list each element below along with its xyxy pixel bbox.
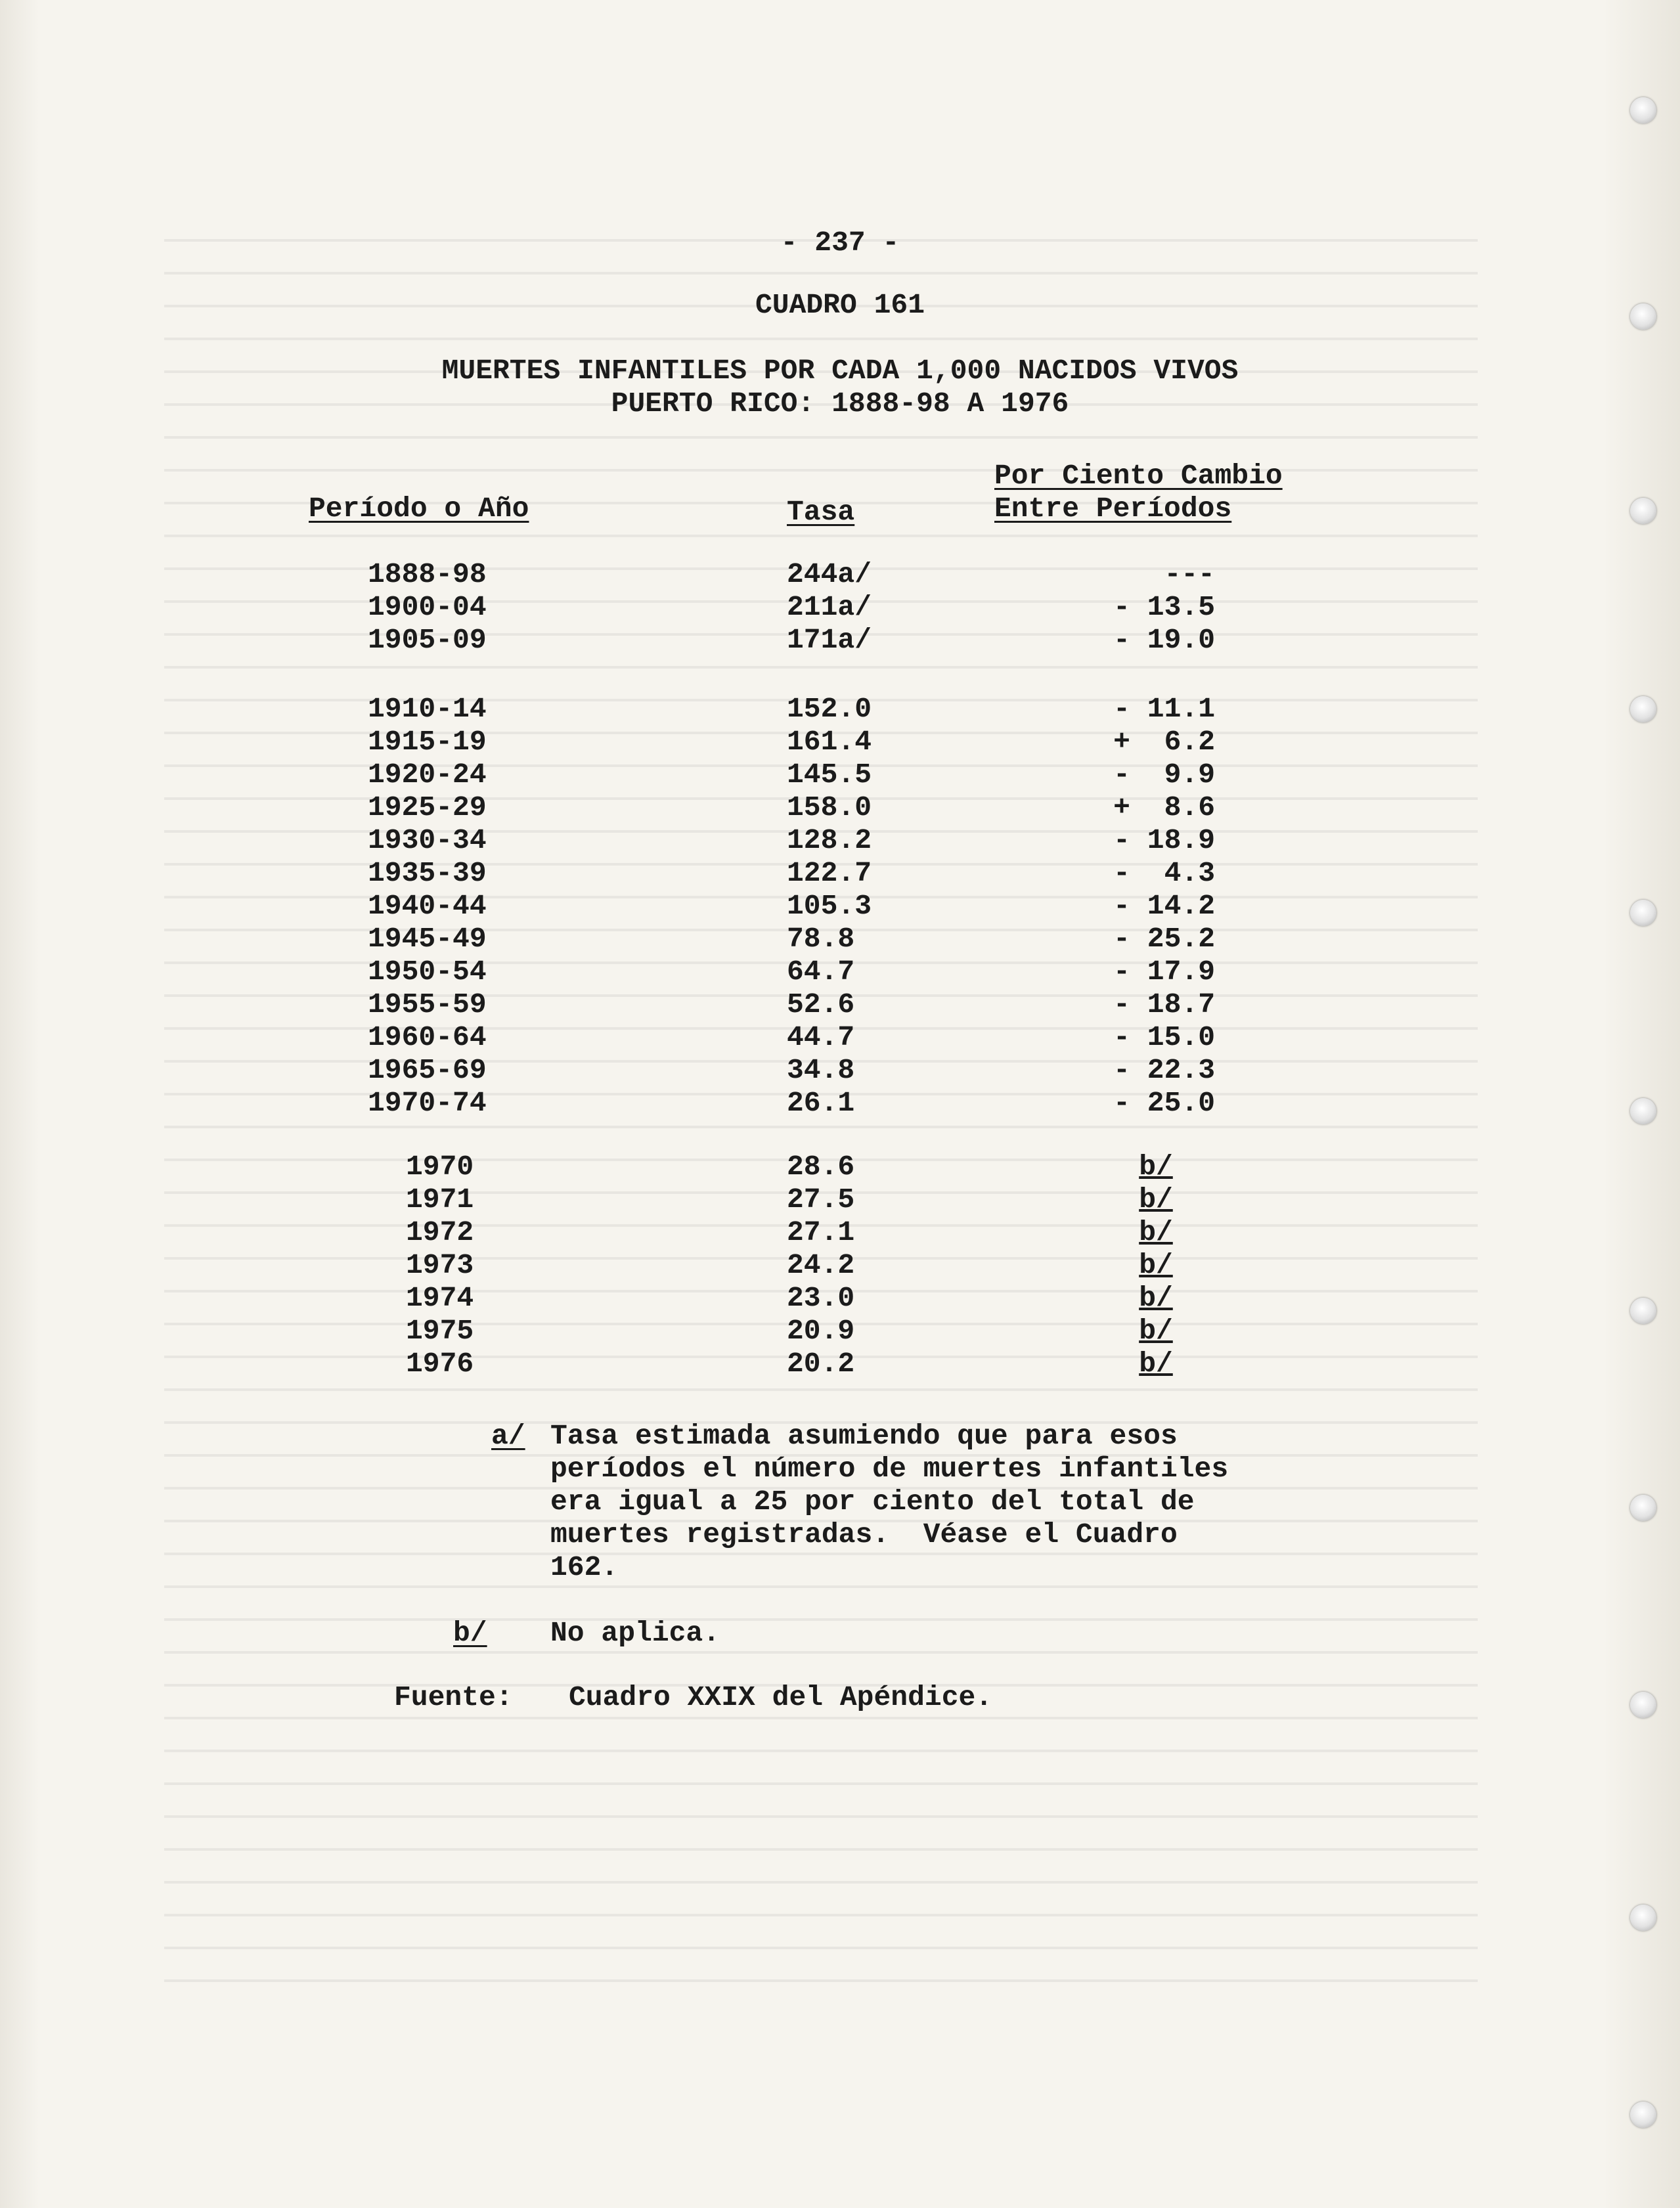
period-cell: 1920-24 — [368, 759, 487, 791]
binder-hole — [1630, 498, 1656, 524]
rate-cell: 158.0 — [787, 791, 872, 824]
period-cell: 1900-04 — [368, 591, 487, 623]
table-row — [0, 890, 1680, 923]
footnote-a-line: 162. — [550, 1551, 619, 1583]
binder-hole — [1630, 1692, 1656, 1718]
rate-cell: 20.9 — [787, 1315, 855, 1347]
table-row — [0, 759, 1680, 791]
page-number: - 237 - — [780, 227, 900, 259]
rate-cell: 20.2 — [787, 1348, 855, 1380]
rate-cell: 122.7 — [787, 857, 872, 889]
table-row — [0, 558, 1680, 591]
rate-cell: 28.6 — [787, 1151, 855, 1183]
change-cell: - 22.3 — [1113, 1054, 1215, 1086]
table-title: MUERTES INFANTILES POR CADA 1,000 NACIDOS VIVOS — [441, 355, 1239, 387]
period-cell: 1935-39 — [368, 857, 487, 889]
rate-cell: 27.5 — [787, 1183, 855, 1216]
rate-cell: 171a/ — [787, 624, 872, 656]
change-cell: --- — [1164, 558, 1215, 590]
table-row — [0, 1054, 1680, 1087]
period-cell: 1930-34 — [368, 824, 487, 856]
change-cell: - 11.1 — [1113, 693, 1215, 725]
change-cell: - 13.5 — [1113, 591, 1215, 623]
table-row — [0, 591, 1680, 624]
rate-cell: 24.2 — [787, 1249, 855, 1281]
table-row — [0, 1348, 1680, 1380]
table-row — [0, 1282, 1680, 1315]
rate-cell: 128.2 — [787, 824, 872, 856]
table-subtitle: PUERTO RICO: 1888-98 A 1976 — [611, 387, 1069, 420]
header-change-bottom: Entre Períodos — [994, 493, 1232, 525]
rate-cell: 64.7 — [787, 956, 855, 988]
rate-cell: 23.0 — [787, 1282, 855, 1314]
table-row — [0, 1249, 1680, 1282]
period-cell: 1974 — [406, 1282, 474, 1314]
header-change-top: Por Ciento Cambio — [994, 460, 1283, 492]
period-cell: 1915-19 — [368, 726, 487, 758]
rate-cell: 145.5 — [787, 759, 872, 791]
source-label: Fuente: — [394, 1681, 513, 1713]
table-row — [0, 988, 1680, 1021]
period-cell: 1970-74 — [368, 1087, 487, 1119]
change-cell: - 18.9 — [1113, 824, 1215, 856]
header-rate: Tasa — [787, 496, 855, 528]
period-cell: 1888-98 — [368, 558, 487, 590]
change-cell: - 25.0 — [1113, 1087, 1215, 1119]
period-cell: 1955-59 — [368, 988, 487, 1021]
rate-cell: 244a/ — [787, 558, 872, 590]
table-row — [0, 1087, 1680, 1120]
period-cell: 1940-44 — [368, 890, 487, 922]
rate-cell: 44.7 — [787, 1021, 855, 1053]
change-cell: - 17.9 — [1113, 956, 1215, 988]
table-row — [0, 1183, 1680, 1216]
change-cell: + 6.2 — [1113, 726, 1215, 758]
change-cell: b/ — [1139, 1315, 1173, 1347]
period-cell: 1975 — [406, 1315, 474, 1347]
period-cell: 1965-69 — [368, 1054, 487, 1086]
table-row — [0, 791, 1680, 824]
header-period: Período o Año — [309, 493, 529, 525]
change-cell: - 15.0 — [1113, 1021, 1215, 1053]
table-row — [0, 726, 1680, 759]
table-row — [0, 624, 1680, 657]
footnote-b-marker: b/ — [453, 1617, 487, 1649]
period-cell: 1945-49 — [368, 923, 487, 955]
rate-cell: 26.1 — [787, 1087, 855, 1119]
source-text: Cuadro XXIX del Apéndice. — [569, 1681, 993, 1713]
period-cell: 1905-09 — [368, 624, 487, 656]
change-cell: + 8.6 — [1113, 791, 1215, 824]
rate-cell: 27.1 — [787, 1216, 855, 1248]
rate-cell: 105.3 — [787, 890, 872, 922]
footnote-b-text: No aplica. — [550, 1617, 720, 1649]
rate-cell: 211a/ — [787, 591, 872, 623]
footnote-a-line: muertes registradas. Véase el Cuadro — [550, 1518, 1178, 1551]
binder-hole — [1630, 1905, 1656, 1931]
change-cell: - 9.9 — [1113, 759, 1215, 791]
change-cell: b/ — [1139, 1183, 1173, 1216]
table-row — [0, 1151, 1680, 1183]
change-cell: - 25.2 — [1113, 923, 1215, 955]
footnote-a-line: períodos el número de muertes infantiles — [550, 1453, 1229, 1485]
change-cell: - 14.2 — [1113, 890, 1215, 922]
change-cell: b/ — [1139, 1151, 1173, 1183]
period-cell: 1976 — [406, 1348, 474, 1380]
rate-cell: 78.8 — [787, 923, 855, 955]
period-cell: 1925-29 — [368, 791, 487, 824]
period-cell: 1970 — [406, 1151, 474, 1183]
footnote-a-line: era igual a 25 por ciento del total de — [550, 1486, 1195, 1518]
change-cell: - 19.0 — [1113, 624, 1215, 656]
period-cell: 1910-14 — [368, 693, 487, 725]
change-cell: - 4.3 — [1113, 857, 1215, 889]
change-cell: b/ — [1139, 1348, 1173, 1380]
period-cell: 1972 — [406, 1216, 474, 1248]
period-cell: 1973 — [406, 1249, 474, 1281]
period-cell: 1971 — [406, 1183, 474, 1216]
footnote-a-marker: a/ — [491, 1420, 525, 1452]
table-row — [0, 1216, 1680, 1249]
table-label: CUADRO 161 — [755, 289, 925, 321]
change-cell: b/ — [1139, 1216, 1173, 1248]
table-row — [0, 1315, 1680, 1348]
rate-cell: 52.6 — [787, 988, 855, 1021]
rate-cell: 161.4 — [787, 726, 872, 758]
table-row — [0, 923, 1680, 956]
change-cell: - 18.7 — [1113, 988, 1215, 1021]
period-cell: 1960-64 — [368, 1021, 487, 1053]
change-cell: b/ — [1139, 1282, 1173, 1314]
table-row — [0, 956, 1680, 988]
table-row — [0, 693, 1680, 726]
footnote-a-line: Tasa estimada asumiendo que para esos — [550, 1420, 1178, 1452]
rate-cell: 34.8 — [787, 1054, 855, 1086]
binder-hole — [1630, 2102, 1656, 2128]
table-row — [0, 824, 1680, 857]
rate-cell: 152.0 — [787, 693, 872, 725]
binder-hole — [1630, 1495, 1656, 1521]
table-row — [0, 857, 1680, 890]
binder-hole — [1630, 97, 1656, 123]
period-cell: 1950-54 — [368, 956, 487, 988]
change-cell: b/ — [1139, 1249, 1173, 1281]
table-row — [0, 1021, 1680, 1054]
